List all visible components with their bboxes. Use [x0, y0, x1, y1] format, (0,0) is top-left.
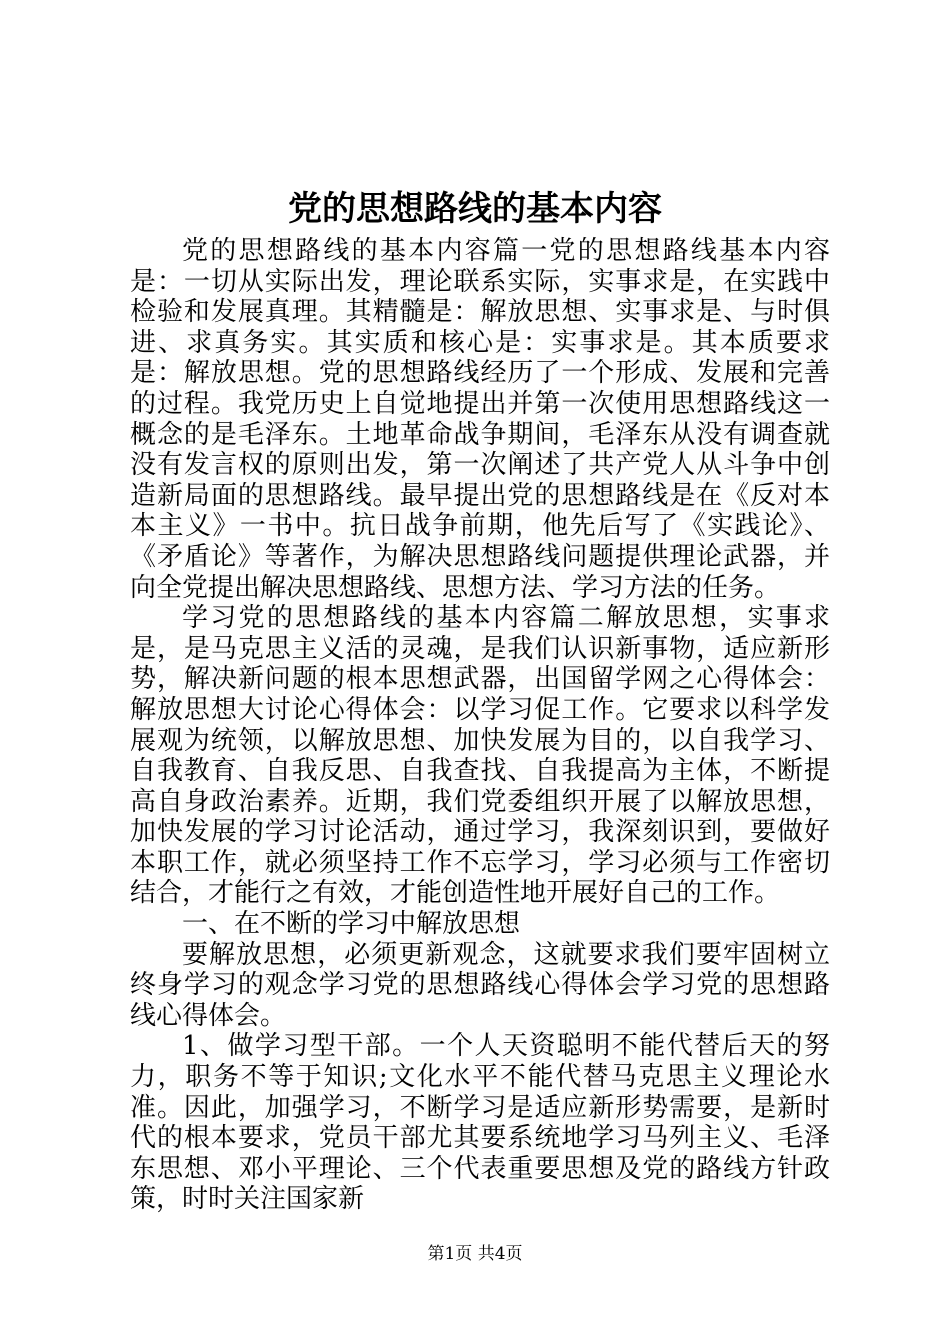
page-number-footer: 第1页 共4页: [427, 1244, 523, 1264]
section-heading: 一、在不断的学习中解放思想: [182, 909, 521, 940]
page-title: 党的思想路线的基本内容: [288, 189, 662, 229]
paragraph-4: 1、做学习型干部。一个人天资聪明不能代替后天的努力，职务不等于知识;文化水平不能代替马克思主义理论水准。因此，加强学习，不断学习是适应新形势需要，是新时代的根本要求，党员干部尤其要系统地学习马列主义、毛泽东思想、邓小平理论、三个代表重要思想及党的路线方针政策，时时关注国家新: [130, 1031, 830, 1215]
paragraph-1: 党的思想路线的基本内容篇一党的思想路线基本内容是：一切从实际出发，理论联系实际，实事求是，在实践中检验和发展真理。其精髓是：解放思想、实事求是、与时俱进、求真务实。其实质和核心是：实事求是。其本质要求是：解放思想。党的思想路线经历了一个形成、发展和完善的过程。我党历史上自觉地提出并第一次使用思想路线这一概念的是毛泽东。土地革命战争期间，毛泽东从没有调查就没有发言权的原则出发，第一次阐述了共产党人从斗争中创造新局面的思想路线。最早提出党的思想路线是在《反对本本主义》一书中。抗日战争前期，他先后写了《实践论》、《矛盾论》等著作，为解决思想路线问题提供理论武器，并向全党提出解决思想路线、思想方法、学习方法的任务。: [130, 236, 830, 603]
paragraph-3: 要解放思想，必须更新观念，这就要求我们要牢固树立终身学习的观念学习党的思想路线心得体会学习党的思想路线心得体会。: [130, 939, 830, 1031]
paragraph-2: 学习党的思想路线的基本内容篇二解放思想，实事求是，是马克思主义活的灵魂，是我们认识新事物，适应新形势，解决新问题的根本思想武器，出国留学网之心得体会：解放思想大讨论心得体会：以学习促工作。它要求以科学发展观为统领，以解放思想、加快发展为目的，以自我学习、自我教育、自我反思、自我查找、自我提高为主体，不断提高自身政治素养。近期，我们党委组织开展了以解放思想，加快发展的学习讨论活动，通过学习，我深刻识到，要做好本职工作，就必须坚持工作不忘学习，学习必须与工作密切结合，才能行之有效，才能创造性地开展好自己的工作。: [130, 603, 830, 909]
document-body: [130, 236, 830, 1215]
